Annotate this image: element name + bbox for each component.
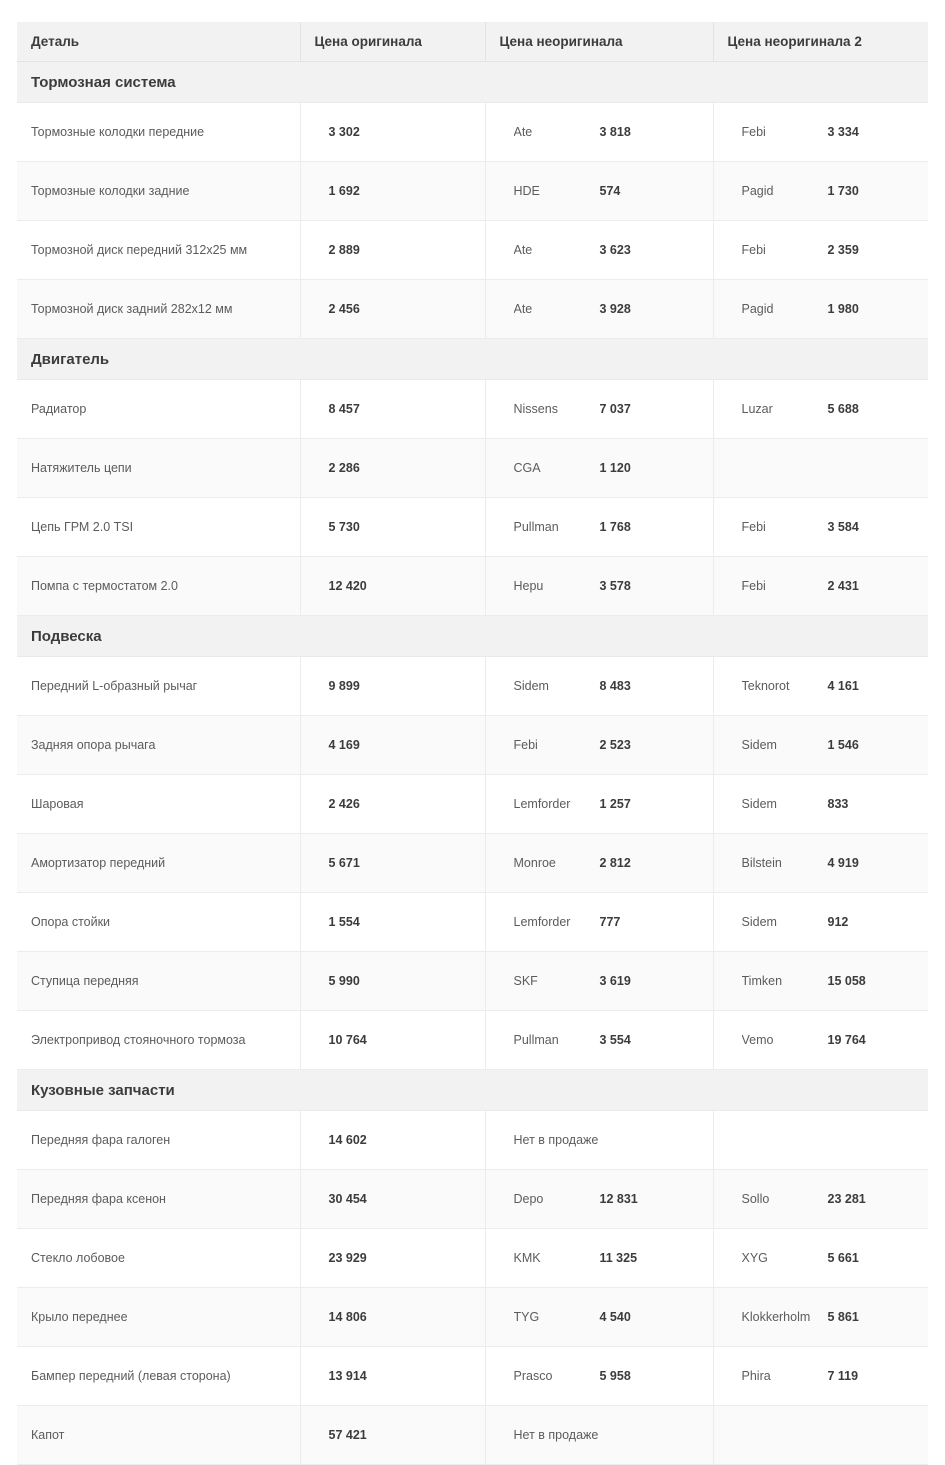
aftermarket-2-price: 3 584 bbox=[827, 520, 859, 534]
table-row bbox=[17, 775, 928, 834]
original-price-value: 23 929 bbox=[328, 1251, 367, 1265]
aftermarket-price-1-cell bbox=[485, 1011, 713, 1070]
aftermarket-1-price: 5 958 bbox=[599, 1369, 631, 1383]
table-row bbox=[17, 1229, 928, 1288]
aftermarket-2-brand: Sidem bbox=[741, 738, 777, 752]
aftermarket-price-2-cell bbox=[713, 893, 928, 952]
aftermarket-2-brand: Teknorot bbox=[741, 679, 790, 693]
aftermarket-price-2-cell bbox=[713, 162, 928, 221]
aftermarket-price-1-cell bbox=[485, 716, 713, 775]
aftermarket-price-2-cell bbox=[713, 103, 928, 162]
aftermarket-2-brand: Pagid bbox=[741, 302, 774, 316]
original-price-cell bbox=[300, 716, 485, 775]
aftermarket-2-price: 1 730 bbox=[827, 184, 859, 198]
part-name-cell: Ступица передняя bbox=[17, 952, 300, 1011]
aftermarket-price-2-cell bbox=[713, 1406, 928, 1465]
aftermarket-2-price: 1 980 bbox=[827, 302, 859, 316]
aftermarket-1-brand: Lemforder bbox=[513, 797, 571, 811]
aftermarket-price-2-cell bbox=[713, 221, 928, 280]
aftermarket-2-brand: Sidem bbox=[741, 915, 777, 929]
aftermarket-price-2-cell bbox=[713, 1347, 928, 1406]
aftermarket-price-2-cell bbox=[713, 1229, 928, 1288]
table-row bbox=[17, 280, 928, 339]
aftermarket-price-2-cell bbox=[713, 834, 928, 893]
original-price-value: 13 914 bbox=[328, 1369, 367, 1383]
part-name-cell: Тормозной диск передний 312х25 мм bbox=[17, 221, 300, 280]
aftermarket-1-brand: Hepu bbox=[513, 579, 544, 593]
original-price-value: 5 990 bbox=[328, 974, 360, 988]
aftermarket-1-price: 4 540 bbox=[599, 1310, 631, 1324]
group-header-row bbox=[17, 1070, 928, 1111]
original-price-cell bbox=[300, 380, 485, 439]
aftermarket-2-brand: Pagid bbox=[741, 184, 774, 198]
part-name-cell: Шаровая bbox=[17, 775, 300, 834]
aftermarket-2-price: 1 546 bbox=[827, 738, 859, 752]
aftermarket-1-brand: KMK bbox=[513, 1251, 541, 1265]
aftermarket-1-price: 12 831 bbox=[599, 1192, 638, 1206]
aftermarket-1-brand: Febi bbox=[513, 738, 538, 752]
aftermarket-1-brand: Monroe bbox=[513, 856, 556, 870]
group-title: Подвеска bbox=[17, 616, 928, 657]
part-name-cell: Цепь ГРМ 2.0 TSI bbox=[17, 498, 300, 557]
original-price-value: 2 286 bbox=[328, 461, 360, 475]
column-header-part: Деталь bbox=[17, 22, 300, 62]
part-name-cell: Передняя фара ксенон bbox=[17, 1170, 300, 1229]
aftermarket-1-price: 2 523 bbox=[599, 738, 631, 752]
part-name-cell: Амортизатор передний bbox=[17, 834, 300, 893]
aftermarket-2-price: 7 119 bbox=[827, 1369, 859, 1383]
original-price-cell bbox=[300, 280, 485, 339]
aftermarket-price-1-cell bbox=[485, 380, 713, 439]
table-row bbox=[17, 834, 928, 893]
aftermarket-2-price: 912 bbox=[827, 915, 849, 929]
aftermarket-price-2-cell bbox=[713, 657, 928, 716]
original-price-cell bbox=[300, 1170, 485, 1229]
original-price-cell bbox=[300, 162, 485, 221]
aftermarket-1-price: 1 257 bbox=[599, 797, 631, 811]
original-price-cell bbox=[300, 1111, 485, 1170]
part-name-cell: Крыло переднее bbox=[17, 1288, 300, 1347]
aftermarket-1-brand: TYG bbox=[513, 1310, 540, 1324]
original-price-value: 5 671 bbox=[328, 856, 360, 870]
part-name-cell: Опора стойки bbox=[17, 893, 300, 952]
aftermarket-price-1-cell bbox=[485, 162, 713, 221]
aftermarket-price-1-cell bbox=[485, 557, 713, 616]
aftermarket-1-brand: Pullman bbox=[513, 1033, 559, 1047]
part-name-cell: Стекло лобовое bbox=[17, 1229, 300, 1288]
aftermarket-1-price: 1 768 bbox=[599, 520, 631, 534]
original-price-cell bbox=[300, 834, 485, 893]
aftermarket-2-brand: Vemo bbox=[741, 1033, 774, 1047]
aftermarket-price-1-cell bbox=[485, 439, 713, 498]
aftermarket-1-brand: Ate bbox=[513, 125, 533, 139]
original-price-cell bbox=[300, 1011, 485, 1070]
aftermarket-2-price: 15 058 bbox=[827, 974, 866, 988]
table-row bbox=[17, 657, 928, 716]
original-price-value: 14 806 bbox=[328, 1310, 367, 1324]
aftermarket-price-1-cell bbox=[485, 1111, 713, 1170]
aftermarket-1-price: 8 483 bbox=[599, 679, 631, 693]
aftermarket-1-brand: Ate bbox=[513, 302, 533, 316]
part-name-cell: Радиатор bbox=[17, 380, 300, 439]
aftermarket-1-brand: SKF bbox=[513, 974, 538, 988]
aftermarket-2-brand: Luzar bbox=[741, 402, 773, 416]
aftermarket-2-price: 19 764 bbox=[827, 1033, 866, 1047]
original-price-cell bbox=[300, 1406, 485, 1465]
aftermarket-price-1-cell bbox=[485, 1347, 713, 1406]
aftermarket-2-brand: Febi bbox=[741, 520, 766, 534]
aftermarket-1-price: 7 037 bbox=[599, 402, 631, 416]
original-price-cell bbox=[300, 1229, 485, 1288]
part-name-cell: Тормозные колодки задние bbox=[17, 162, 300, 221]
original-price-value: 5 730 bbox=[328, 520, 360, 534]
original-price-value: 4 169 bbox=[328, 738, 360, 752]
original-price-cell bbox=[300, 952, 485, 1011]
aftermarket-price-2-cell bbox=[713, 380, 928, 439]
aftermarket-price-1-cell bbox=[485, 103, 713, 162]
table-header bbox=[17, 22, 928, 62]
aftermarket-2-price: 4 161 bbox=[827, 679, 859, 693]
original-price-value: 2 889 bbox=[328, 243, 360, 257]
table-row bbox=[17, 1347, 928, 1406]
original-price-value: 9 899 bbox=[328, 679, 360, 693]
aftermarket-1-price: 3 623 bbox=[599, 243, 631, 257]
aftermarket-1-price: 11 325 bbox=[599, 1251, 638, 1265]
aftermarket-2-brand: Febi bbox=[741, 125, 766, 139]
table-body bbox=[17, 62, 928, 1465]
aftermarket-price-1-cell bbox=[485, 1288, 713, 1347]
table-row bbox=[17, 1011, 928, 1070]
aftermarket-2-brand: Phira bbox=[741, 1369, 771, 1383]
availability-note: Нет в продаже bbox=[513, 1133, 599, 1147]
aftermarket-2-brand: Sidem bbox=[741, 797, 777, 811]
original-price-cell bbox=[300, 775, 485, 834]
table-row bbox=[17, 498, 928, 557]
aftermarket-price-1-cell bbox=[485, 1406, 713, 1465]
part-name-cell: Тормозные колодки передние bbox=[17, 103, 300, 162]
aftermarket-1-price: 777 bbox=[599, 915, 621, 929]
group-title: Двигатель bbox=[17, 339, 928, 380]
column-header-aftermarket-price-2: Цена неоригинала 2 bbox=[713, 22, 928, 62]
aftermarket-price-2-cell bbox=[713, 716, 928, 775]
table-row bbox=[17, 1406, 928, 1465]
aftermarket-2-brand: Klokkerholm bbox=[741, 1310, 811, 1324]
aftermarket-2-price: 833 bbox=[827, 797, 849, 811]
original-price-cell bbox=[300, 498, 485, 557]
aftermarket-2-price: 5 861 bbox=[827, 1310, 859, 1324]
original-price-cell bbox=[300, 1288, 485, 1347]
aftermarket-1-price: 2 812 bbox=[599, 856, 631, 870]
aftermarket-price-1-cell bbox=[485, 657, 713, 716]
original-price-cell bbox=[300, 1347, 485, 1406]
aftermarket-2-price: 4 919 bbox=[827, 856, 859, 870]
aftermarket-price-1-cell bbox=[485, 893, 713, 952]
part-name-cell: Натяжитель цепи bbox=[17, 439, 300, 498]
aftermarket-price-1-cell bbox=[485, 834, 713, 893]
aftermarket-price-1-cell bbox=[485, 952, 713, 1011]
table-row bbox=[17, 952, 928, 1011]
aftermarket-price-2-cell bbox=[713, 557, 928, 616]
part-name-cell: Передний L-образный рычаг bbox=[17, 657, 300, 716]
aftermarket-1-brand: Lemforder bbox=[513, 915, 571, 929]
aftermarket-price-2-cell bbox=[713, 1011, 928, 1070]
part-name-cell: Электропривод стояночного тормоза bbox=[17, 1011, 300, 1070]
aftermarket-price-2-cell bbox=[713, 280, 928, 339]
original-price-cell bbox=[300, 657, 485, 716]
part-name-cell: Задняя опора рычага bbox=[17, 716, 300, 775]
parts-price-table bbox=[17, 22, 928, 1465]
aftermarket-1-price: 3 818 bbox=[599, 125, 631, 139]
aftermarket-1-brand: Pullman bbox=[513, 520, 559, 534]
availability-note: Нет в продаже bbox=[513, 1428, 599, 1442]
original-price-value: 12 420 bbox=[328, 579, 367, 593]
aftermarket-1-brand: Depo bbox=[513, 1192, 544, 1206]
aftermarket-price-1-cell bbox=[485, 1229, 713, 1288]
aftermarket-price-1-cell bbox=[485, 1170, 713, 1229]
original-price-cell bbox=[300, 103, 485, 162]
aftermarket-price-1-cell bbox=[485, 498, 713, 557]
table-row bbox=[17, 439, 928, 498]
aftermarket-2-price: 3 334 bbox=[827, 125, 859, 139]
aftermarket-2-brand: XYG bbox=[741, 1251, 768, 1265]
table-row bbox=[17, 893, 928, 952]
aftermarket-price-2-cell bbox=[713, 439, 928, 498]
table-row bbox=[17, 162, 928, 221]
original-price-cell bbox=[300, 893, 485, 952]
original-price-value: 1 554 bbox=[328, 915, 360, 929]
part-name-cell: Передняя фара галоген bbox=[17, 1111, 300, 1170]
original-price-value: 3 302 bbox=[328, 125, 360, 139]
table-row bbox=[17, 557, 928, 616]
group-header-row bbox=[17, 616, 928, 657]
aftermarket-1-price: 1 120 bbox=[599, 461, 631, 475]
aftermarket-price-2-cell bbox=[713, 775, 928, 834]
original-price-value: 1 692 bbox=[328, 184, 360, 198]
part-name-cell: Капот bbox=[17, 1406, 300, 1465]
table-row bbox=[17, 716, 928, 775]
aftermarket-2-brand: Febi bbox=[741, 579, 766, 593]
aftermarket-1-brand: Ate bbox=[513, 243, 533, 257]
original-price-cell bbox=[300, 221, 485, 280]
aftermarket-1-brand: Nissens bbox=[513, 402, 558, 416]
aftermarket-2-price: 2 359 bbox=[827, 243, 859, 257]
aftermarket-1-brand: HDE bbox=[513, 184, 540, 198]
original-price-cell bbox=[300, 557, 485, 616]
original-price-value: 14 602 bbox=[328, 1133, 367, 1147]
aftermarket-2-price: 2 431 bbox=[827, 579, 859, 593]
aftermarket-1-brand: CGA bbox=[513, 461, 541, 475]
aftermarket-2-brand: Bilstein bbox=[741, 856, 782, 870]
original-price-value: 2 426 bbox=[328, 797, 360, 811]
table-row bbox=[17, 103, 928, 162]
aftermarket-2-brand: Timken bbox=[741, 974, 783, 988]
group-header-row bbox=[17, 62, 928, 103]
original-price-value: 8 457 bbox=[328, 402, 360, 416]
aftermarket-price-2-cell bbox=[713, 1288, 928, 1347]
aftermarket-1-price: 3 619 bbox=[599, 974, 631, 988]
group-header-row bbox=[17, 339, 928, 380]
aftermarket-1-price: 574 bbox=[599, 184, 621, 198]
table-row bbox=[17, 1111, 928, 1170]
aftermarket-2-brand: Febi bbox=[741, 243, 766, 257]
aftermarket-2-price: 5 688 bbox=[827, 402, 859, 416]
aftermarket-price-2-cell bbox=[713, 1170, 928, 1229]
part-name-cell: Бампер передний (левая сторона) bbox=[17, 1347, 300, 1406]
aftermarket-2-brand: Sollo bbox=[741, 1192, 770, 1206]
aftermarket-1-brand: Sidem bbox=[513, 679, 549, 693]
aftermarket-1-price: 3 554 bbox=[599, 1033, 631, 1047]
aftermarket-price-2-cell bbox=[713, 1111, 928, 1170]
column-header-aftermarket-price-1: Цена неоригинала bbox=[485, 22, 713, 62]
table-row bbox=[17, 380, 928, 439]
aftermarket-2-price: 23 281 bbox=[827, 1192, 866, 1206]
header-row bbox=[17, 22, 928, 62]
original-price-cell bbox=[300, 439, 485, 498]
aftermarket-price-2-cell bbox=[713, 498, 928, 557]
aftermarket-price-1-cell bbox=[485, 221, 713, 280]
aftermarket-1-brand: Prasco bbox=[513, 1369, 553, 1383]
original-price-value: 2 456 bbox=[328, 302, 360, 316]
aftermarket-price-2-cell bbox=[713, 952, 928, 1011]
aftermarket-price-1-cell bbox=[485, 280, 713, 339]
group-title: Тормозная система bbox=[17, 62, 928, 103]
column-header-original-price: Цена оригинала bbox=[300, 22, 485, 62]
original-price-value: 10 764 bbox=[328, 1033, 367, 1047]
aftermarket-2-price: 5 661 bbox=[827, 1251, 859, 1265]
table-row bbox=[17, 1170, 928, 1229]
table-row bbox=[17, 221, 928, 280]
aftermarket-price-1-cell bbox=[485, 775, 713, 834]
original-price-value: 57 421 bbox=[328, 1428, 367, 1442]
aftermarket-1-price: 3 928 bbox=[599, 302, 631, 316]
part-name-cell: Помпа с термостатом 2.0 bbox=[17, 557, 300, 616]
group-title: Кузовные запчасти bbox=[17, 1070, 928, 1111]
original-price-value: 30 454 bbox=[328, 1192, 367, 1206]
aftermarket-1-price: 3 578 bbox=[599, 579, 631, 593]
table-row bbox=[17, 1288, 928, 1347]
part-name-cell: Тормозной диск задний 282х12 мм bbox=[17, 280, 300, 339]
